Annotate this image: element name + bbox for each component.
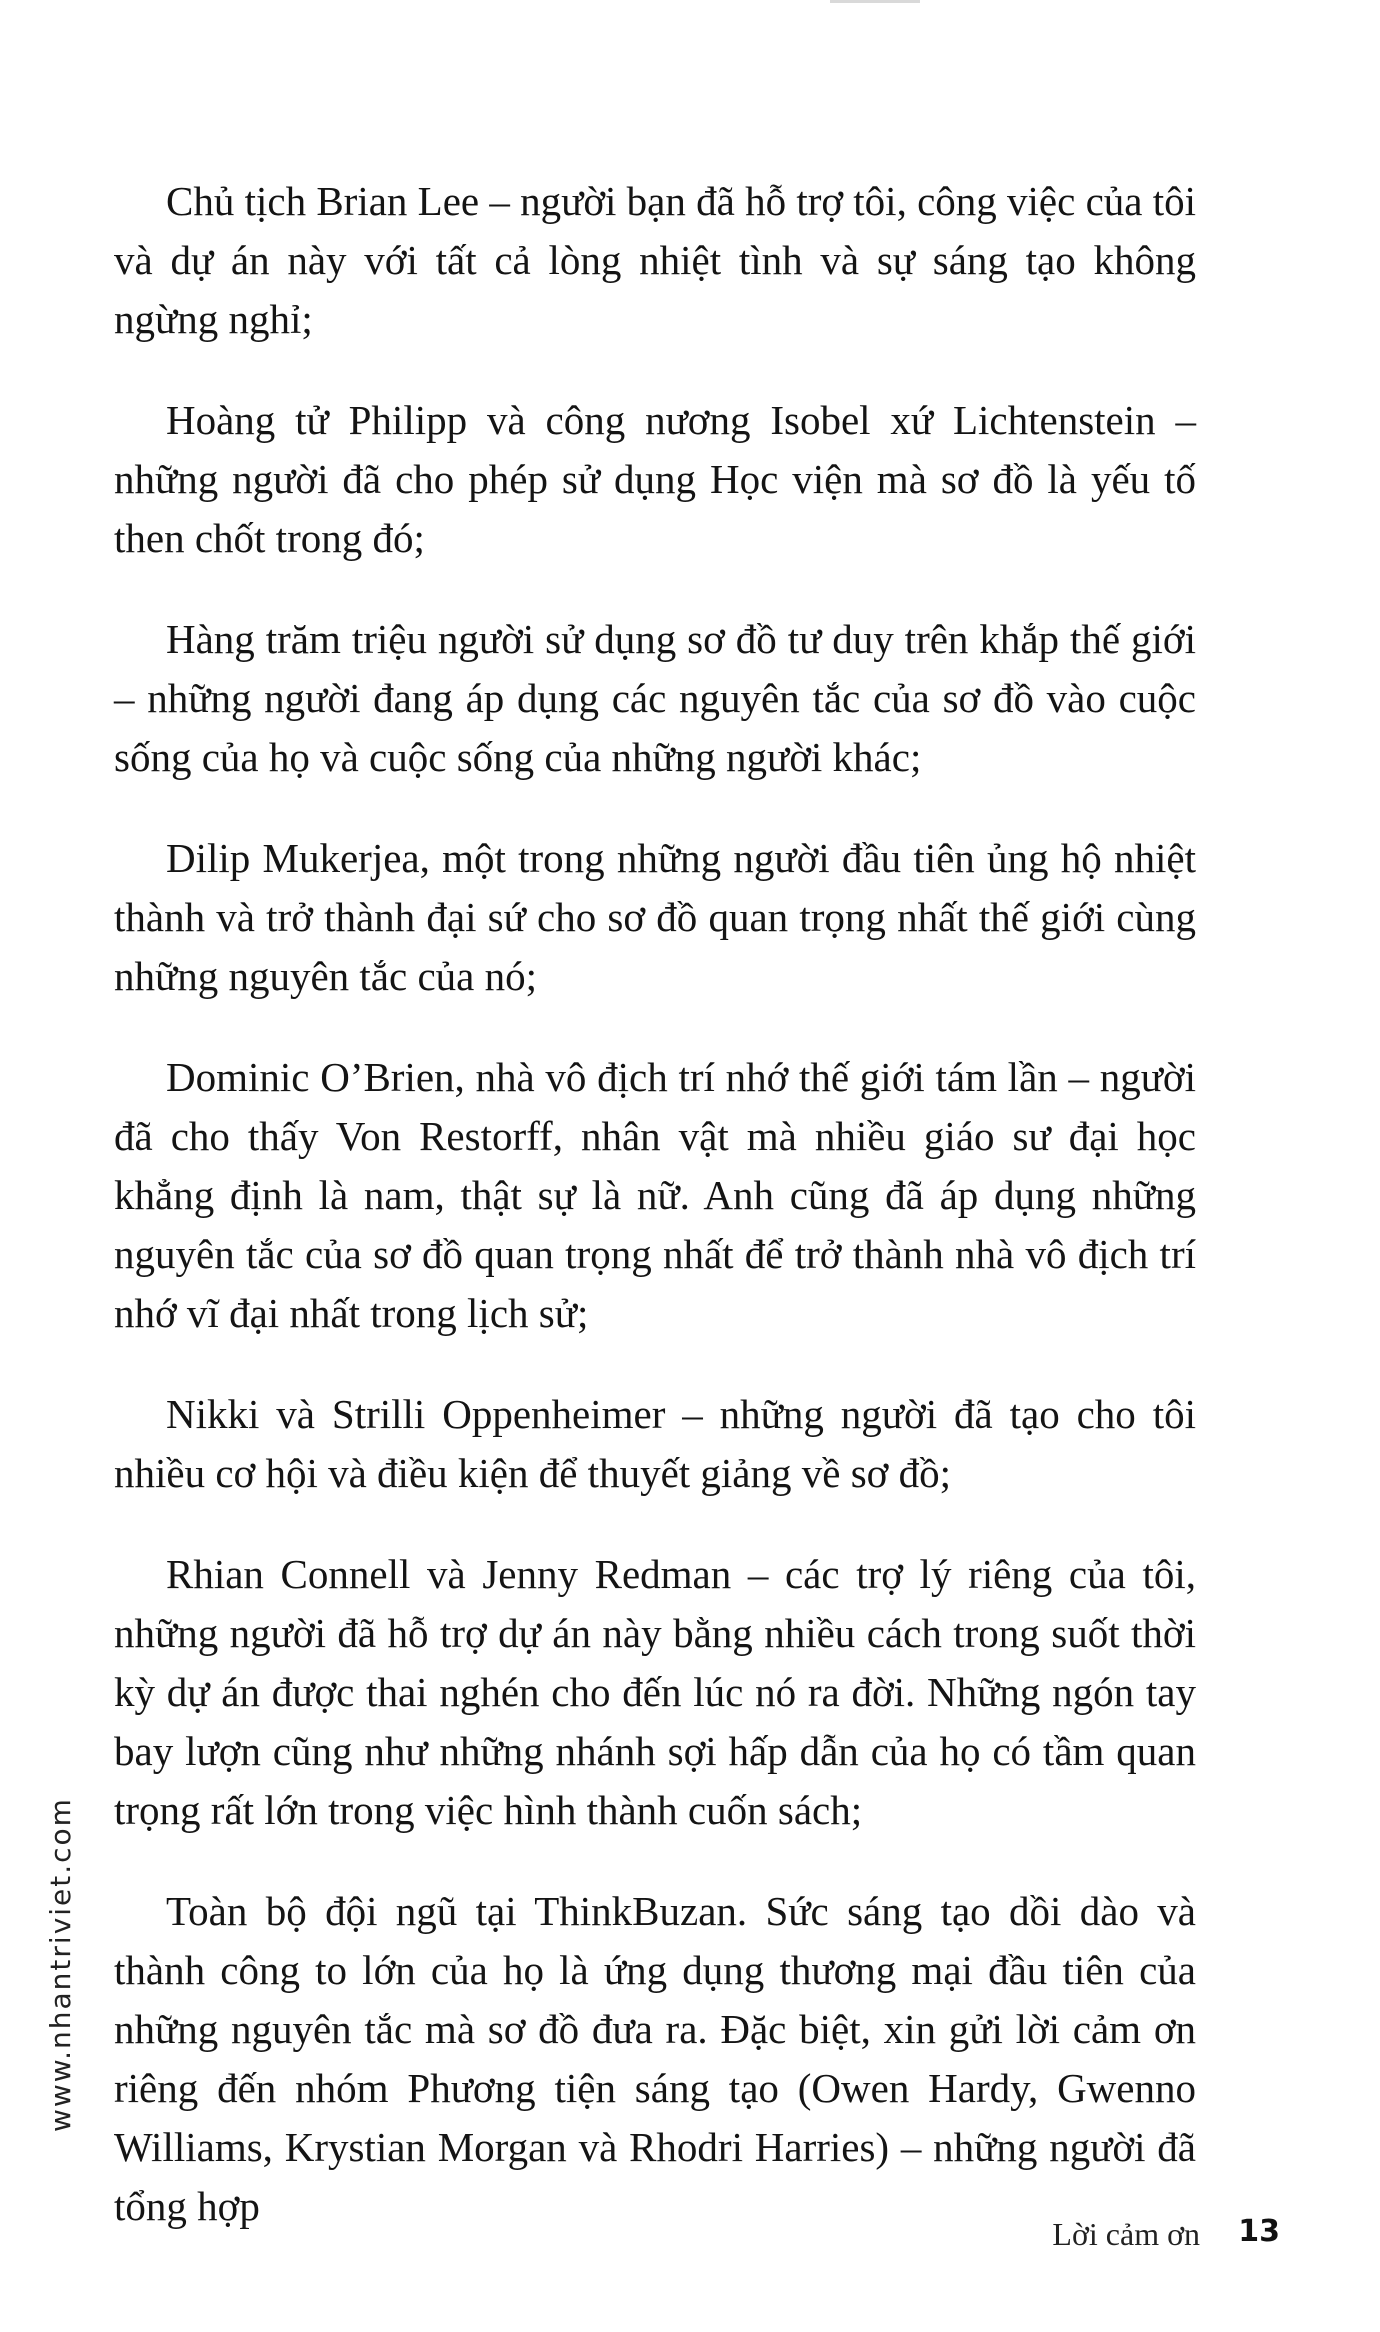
paragraph-philipp-isobel: Hoàng tử Philipp và công nương Isobel xứ Lichtenstein – những người đã cho phép sử dụng Học viện mà sơ đồ là yếu tố then chốt trong đó; [114,397,1196,561]
publisher-url: www.nhantriviet.com [44,1797,77,2132]
page-number: 13 [1238,2214,1280,2249]
paragraph-brian-lee: Chủ tịch Brian Lee – người bạn đã hỗ trợ tôi, công việc của tôi và dự án này với tất cả lòng nhiệt tình và sự sáng tạo không ngừng nghỉ; [114,178,1196,342]
paragraph-assistants: Rhian Connell và Jenny Redman – các trợ lý riêng của tôi, những người đã hỗ trợ dự án này bằng nhiều cách trong suốt thời kỳ dự án được thai nghén cho đến lúc nó ra đời. Những ngón tay bay lượn cũng như những nhánh sợi hấp dẫn của họ có tầm quan trọng rất lớn trong việc hình thành cuốn sách; [114,1551,1196,1833]
paragraph-oppenheimer: Nikki và Strilli Oppenheimer – những người đã tạo cho tôi nhiều cơ hội và điều kiện để thuyết giảng về sơ đồ; [114,1391,1196,1496]
paragraph-thinkbuzan: Toàn bộ đội ngũ tại ThinkBuzan. Sức sáng tạo dồi dào và thành công to lớn của họ là ứng dụng thương mại đầu tiên của những nguyên tắc mà sơ đồ đưa ra. Đặc biệt, xin gửi lời cảm ơn riêng đến nhóm Phương tiện sáng tạo (Owen Hardy, Gwenno Williams, Krystian Morgan và Rhodri Harries) – những người đã tổng hợp [114,1888,1196,2229]
paragraph-dominic-obrien: Dominic O’Brien, nhà vô địch trí nhớ thế giới tám lần – người đã cho thấy Von Restorff, nhân vật mà nhiều giáo sư đại học khẳng định là nam, thật sự là nữ. Anh cũng đã áp dụng những nguyên tắc của sơ đồ quan trọng nhất để trở thành nhà vô địch trí nhớ vĩ đại nhất trong lịch sử; [114,1054,1196,1336]
paragraph-dilip-mukerjea: Dilip Mukerjea, một trong những người đầu tiên ủng hộ nhiệt thành và trở thành đại sứ cho sơ đồ quan trọng nhất thế giới cùng những nguyên tắc của nó; [114,835,1196,999]
top-scan-mark [830,0,920,3]
paragraph-mind-map-users: Hàng trăm triệu người sử dụng sơ đồ tư duy trên khắp thế giới – những người đang áp dụng các nguyên tắc của sơ đồ vào cuộc sống của họ và cuộc sống của những người khác; [114,616,1196,780]
footer-section-title: Lời cảm ơn [1052,2216,1200,2252]
body-text [114,172,1196,2229]
